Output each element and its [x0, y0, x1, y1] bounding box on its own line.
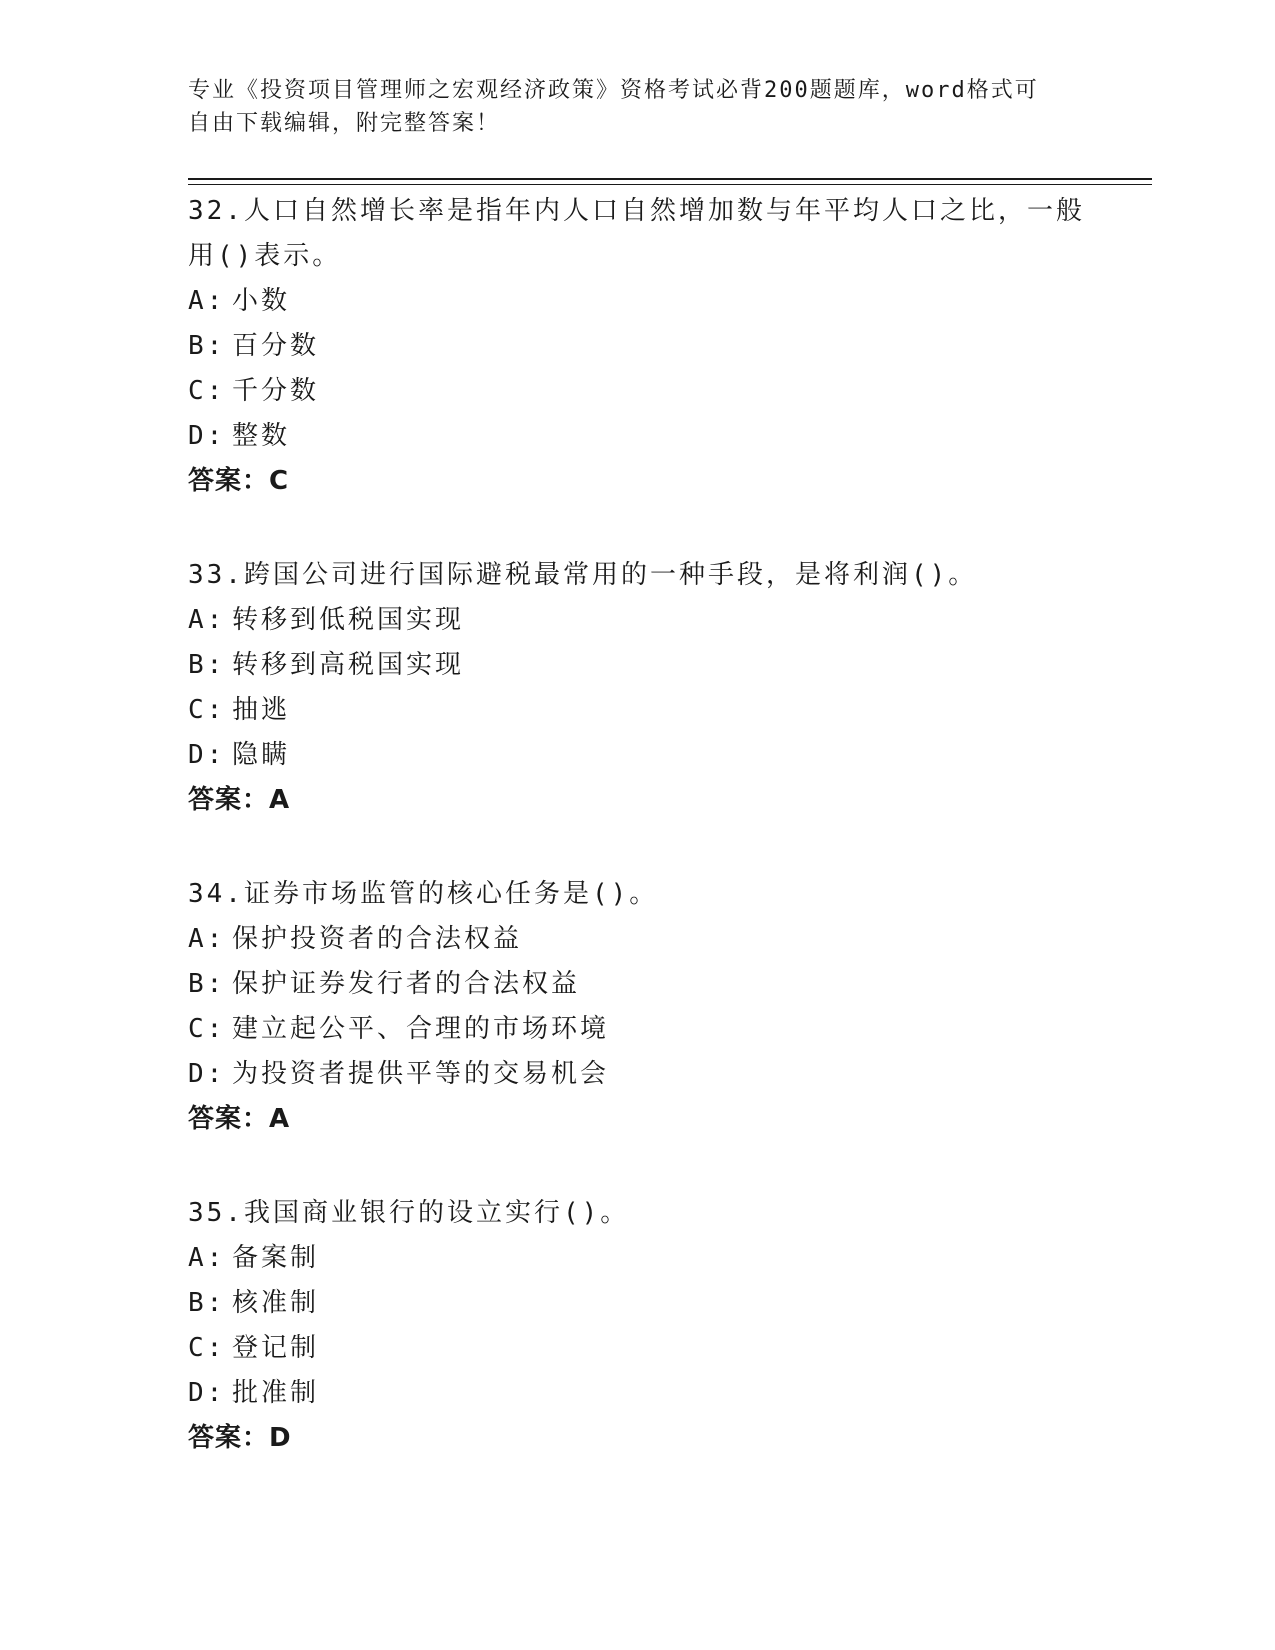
option-a [188, 598, 1088, 643]
option-b [188, 962, 1088, 1007]
answer-line: 答案：C [188, 466, 290, 496]
option-text: 批准制 [232, 1378, 320, 1408]
option-letter: C: [188, 695, 226, 725]
question-35 [188, 1191, 1088, 1461]
option-c [188, 1007, 1088, 1052]
option-letter: B: [188, 1288, 226, 1318]
option-letter: A: [188, 1243, 226, 1273]
option-d [188, 1052, 1088, 1097]
option-letter: D: [188, 1059, 226, 1089]
option-text: 小数 [232, 286, 291, 316]
question-stem-line: 用()表示。 [188, 241, 342, 271]
option-letter: C: [188, 1333, 226, 1363]
option-text: 建立起公平、合理的市场环境 [232, 1014, 610, 1044]
question-stem-line: 34.证券市场监管的核心任务是()。 [188, 879, 659, 909]
header-divider-thick [188, 178, 1152, 180]
option-text: 隐瞒 [232, 740, 291, 770]
header-line-2: 自由下载编辑，附完整答案！ [188, 111, 501, 136]
option-letter: B: [188, 969, 226, 999]
option-text: 为投资者提供平等的交易机会 [232, 1059, 610, 1089]
option-letter: A: [188, 286, 226, 316]
option-letter: D: [188, 421, 226, 451]
option-text: 转移到低税国实现 [232, 605, 465, 635]
question-33 [188, 553, 1088, 823]
option-text: 百分数 [232, 331, 320, 361]
question-stem [188, 1191, 1088, 1236]
question-stem [188, 553, 1088, 598]
option-d [188, 733, 1088, 778]
option-text: 整数 [232, 421, 291, 451]
option-a [188, 1236, 1088, 1281]
option-b [188, 1281, 1088, 1326]
option-b [188, 324, 1088, 369]
question-stem [188, 189, 1088, 279]
header-line-1: 专业《投资项目管理师之宏观经济政策》资格考试必背200题题库，word格式可 [188, 78, 1039, 103]
option-letter: A: [188, 924, 226, 954]
header-divider-thin [188, 184, 1152, 185]
question-stem-line: 33.跨国公司进行国际避税最常用的一种手段，是将利润()。 [188, 560, 978, 590]
option-text: 备案制 [232, 1243, 320, 1273]
option-text: 核准制 [232, 1288, 320, 1318]
option-letter: D: [188, 740, 226, 770]
option-a [188, 917, 1088, 962]
option-c [188, 688, 1088, 733]
answer-line: 答案：D [188, 1423, 292, 1453]
question-34 [188, 872, 1088, 1142]
option-d [188, 414, 1088, 459]
question-stem-line: 35.我国商业银行的设立实行()。 [188, 1198, 630, 1228]
option-letter: B: [188, 331, 226, 361]
option-letter: A: [188, 605, 226, 635]
option-letter: D: [188, 1378, 226, 1408]
option-text: 保护证券发行者的合法权益 [232, 969, 581, 999]
option-text: 转移到高税国实现 [232, 650, 465, 680]
question-stem [188, 872, 1088, 917]
option-text: 千分数 [232, 376, 320, 406]
option-text: 抽逃 [232, 695, 291, 725]
option-c [188, 369, 1088, 414]
question-stem-line: 32.人口自然增长率是指年内人口自然增加数与年平均人口之比，一般 [188, 196, 1085, 226]
option-letter: C: [188, 376, 226, 406]
option-letter: B: [188, 650, 226, 680]
option-c [188, 1326, 1088, 1371]
option-text: 保护投资者的合法权益 [232, 924, 523, 954]
question-32 [188, 189, 1088, 504]
option-d [188, 1371, 1088, 1416]
answer-line: 答案：A [188, 1104, 291, 1134]
option-b [188, 643, 1088, 688]
document-header [188, 74, 1068, 140]
answer-line: 答案：A [188, 785, 291, 815]
option-text: 登记制 [232, 1333, 320, 1363]
option-letter: C: [188, 1014, 226, 1044]
option-a [188, 279, 1088, 324]
